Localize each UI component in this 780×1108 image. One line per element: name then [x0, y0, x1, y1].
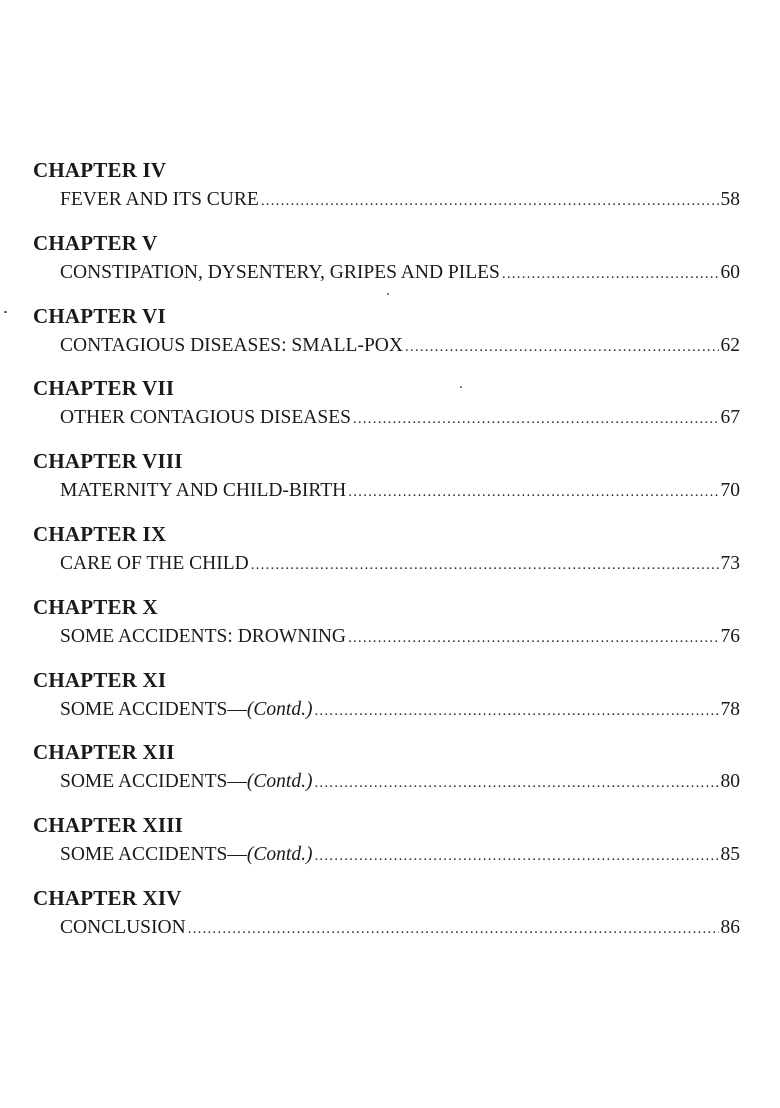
chapter-heading: CHAPTER VI — [33, 303, 166, 328]
page-number: 86 — [720, 916, 740, 938]
page-number: 80 — [720, 771, 740, 793]
toc-entry — [0, 373, 780, 446]
toc-entry — [0, 665, 780, 738]
toc-line — [60, 696, 740, 725]
toc-entry — [0, 737, 780, 810]
dot-leader — [314, 769, 718, 797]
dot-leader — [348, 478, 718, 506]
chapter-heading: CHAPTER V — [33, 230, 158, 255]
chapter-heading: CHAPTER XII — [33, 740, 175, 765]
toc-entry — [0, 155, 780, 228]
toc-line — [60, 404, 740, 433]
chapter-title: CONCLUSION — [60, 916, 186, 938]
page-number: 62 — [720, 334, 740, 356]
toc-entry — [0, 446, 780, 519]
page-number: 78 — [720, 698, 740, 720]
toc-line — [60, 259, 740, 288]
toc-entry — [0, 592, 780, 665]
dot-leader — [188, 915, 719, 943]
page-number: 85 — [720, 844, 740, 866]
toc-line — [60, 550, 740, 579]
page-number: 73 — [720, 552, 740, 574]
page-number: 58 — [720, 189, 740, 210]
dot-leader — [348, 624, 718, 652]
chapter-title: CONTAGIOUS DISEASES: SMALL-POX — [60, 334, 403, 356]
chapter-title: CARE OF THE CHILD — [60, 552, 249, 574]
toc-line — [60, 623, 740, 652]
toc-line — [60, 477, 740, 506]
dot-leader — [502, 260, 719, 288]
chapter-heading: CHAPTER XIV — [33, 885, 182, 910]
chapter-heading: CHAPTER XIII — [33, 813, 184, 838]
chapter-heading: CHAPTER VII — [33, 376, 175, 401]
scan-speck — [387, 293, 389, 295]
chapter-title: SOME ACCIDENTS—(Contd.) — [60, 771, 313, 793]
chapter-title: OTHER CONTAGIOUS DISEASES — [60, 407, 351, 429]
chapter-title: SOME ACCIDENTS—(Contd.) — [60, 698, 313, 720]
chapter-heading: CHAPTER IV — [33, 158, 167, 182]
dot-leader — [314, 697, 718, 725]
page-number: 67 — [720, 407, 740, 429]
chapter-title: SOME ACCIDENTS—(Contd.) — [60, 844, 313, 866]
dot-leader — [405, 333, 719, 361]
toc-entry — [0, 810, 780, 883]
toc-line — [60, 914, 740, 943]
toc-line — [60, 841, 740, 870]
dot-leader — [353, 405, 719, 433]
chapter-title: SOME ACCIDENTS: DROWNING — [60, 625, 347, 647]
dot-leader — [251, 551, 719, 579]
page-number: 60 — [720, 261, 740, 283]
toc-entry — [0, 883, 780, 956]
toc-line — [60, 332, 740, 361]
toc-line — [60, 768, 740, 797]
chapter-title: CONSTIPATION, DYSENTERY, GRIPES AND PILES — [60, 261, 500, 283]
toc-line — [60, 186, 740, 215]
chapter-title: FEVER AND ITS CURE — [60, 189, 259, 210]
toc-entry — [0, 228, 780, 301]
table-of-contents — [0, 155, 780, 956]
chapter-heading: CHAPTER IX — [33, 521, 167, 546]
chapter-heading: CHAPTER X — [33, 594, 158, 619]
scan-speck — [460, 386, 462, 388]
toc-entry — [0, 301, 780, 374]
chapter-heading: CHAPTER VIII — [33, 449, 183, 474]
page-number: 76 — [720, 625, 740, 647]
chapter-title: MATERNITY AND CHILD-BIRTH — [60, 480, 347, 502]
scan-speck — [4, 311, 7, 313]
dot-leader — [314, 842, 718, 870]
dot-leader — [261, 187, 719, 215]
toc-entry — [0, 519, 780, 592]
chapter-heading: CHAPTER XI — [33, 667, 167, 692]
page-number: 70 — [720, 480, 740, 502]
